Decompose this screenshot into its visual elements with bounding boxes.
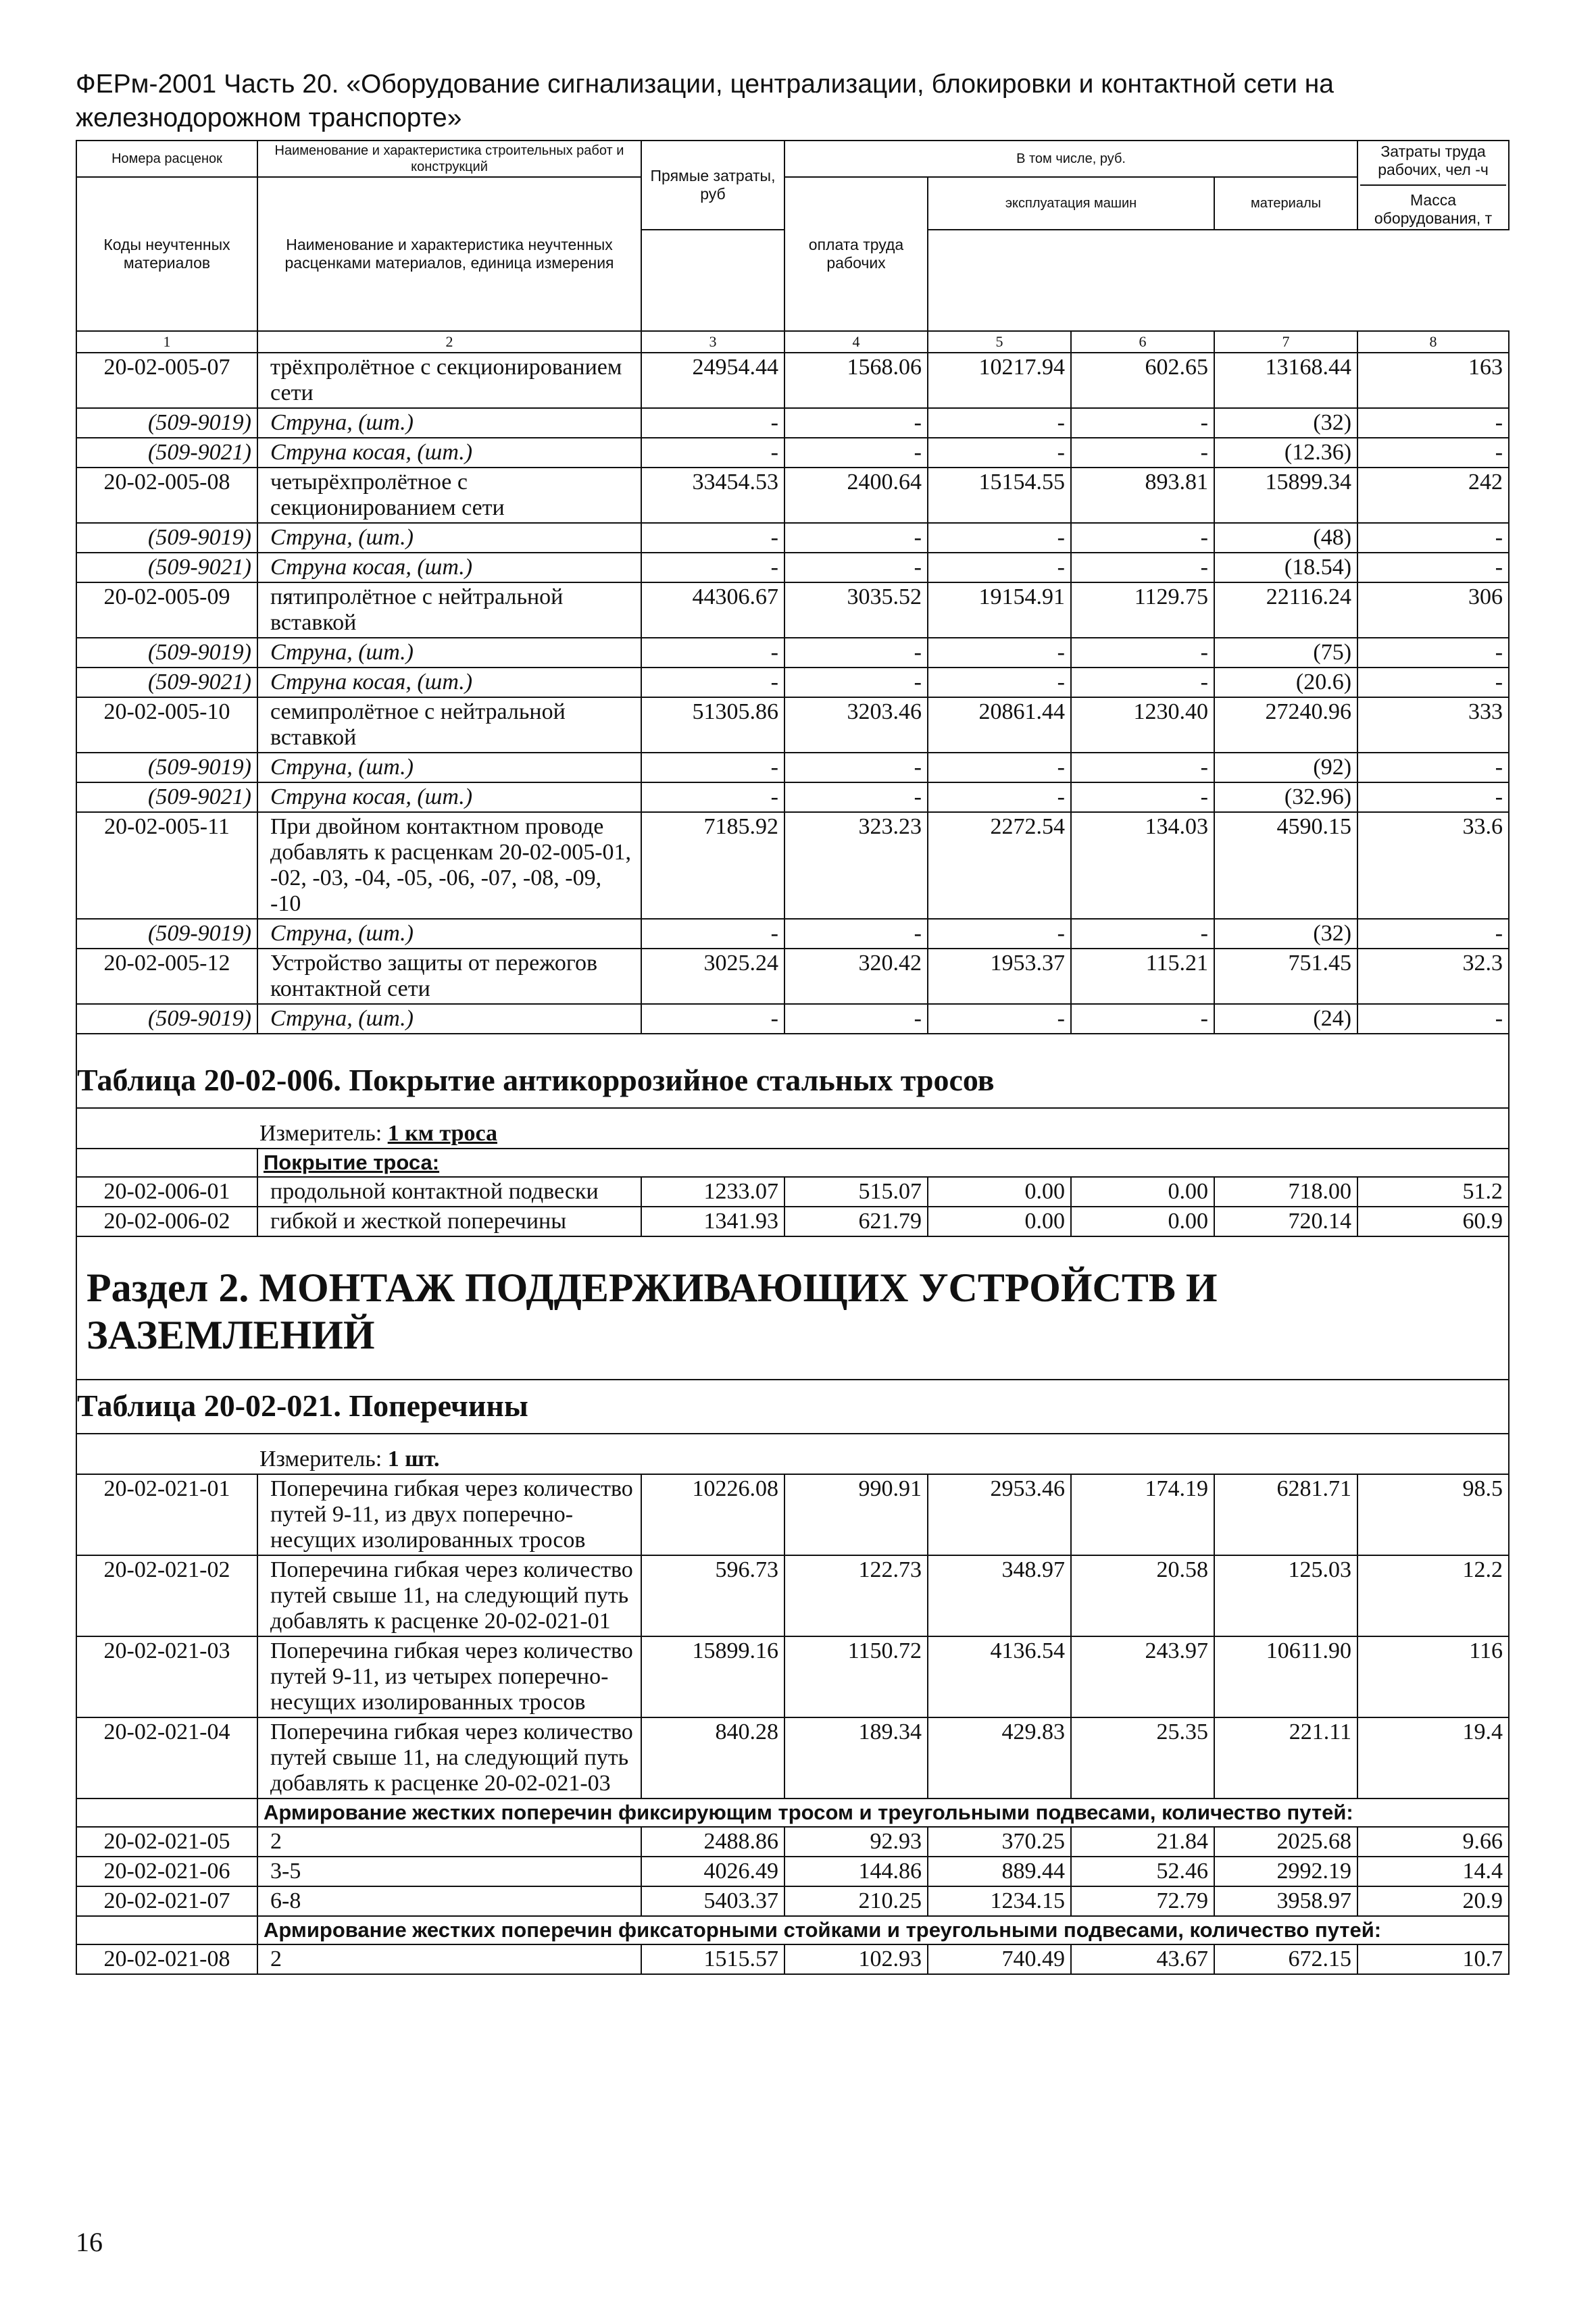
work-name: семипролётное с нейтральной вставкой xyxy=(257,697,641,753)
wages: - xyxy=(784,919,928,949)
materials: 22116.24 xyxy=(1214,582,1357,638)
machinists-wages: - xyxy=(1071,753,1214,782)
rate-code: 20-02-021-04 xyxy=(76,1717,257,1799)
labor-costs: 19.4 xyxy=(1357,1717,1509,1799)
machines-total: - xyxy=(928,782,1071,812)
rate-code: (509-9019) xyxy=(76,638,257,668)
wages: 323.23 xyxy=(784,812,928,919)
table021-sub1 xyxy=(76,1799,1509,1827)
machinists-wages: - xyxy=(1071,438,1214,468)
table-row xyxy=(76,1827,1509,1857)
labor-costs: 242 xyxy=(1357,468,1509,523)
machines-total: 2953.46 xyxy=(928,1474,1071,1555)
rate-code: 20-02-021-08 xyxy=(76,1944,257,1974)
material-row xyxy=(76,782,1509,812)
labor-costs: 60.9 xyxy=(1357,1207,1509,1236)
wages: 2400.64 xyxy=(784,468,928,523)
materials: 720.14 xyxy=(1214,1207,1357,1236)
direct-costs: 596.73 xyxy=(641,1555,784,1636)
machinists-wages: - xyxy=(1071,1004,1214,1034)
machines-total: - xyxy=(928,1004,1071,1034)
labor-costs: 163 xyxy=(1357,353,1509,408)
col-num-4: 4 xyxy=(784,331,928,353)
machines-total: 0.00 xyxy=(928,1207,1071,1236)
work-name: Струна, (шт.) xyxy=(257,753,641,782)
rate-code: 20-02-021-02 xyxy=(76,1555,257,1636)
material-row xyxy=(76,919,1509,949)
rate-code: (509-9019) xyxy=(76,408,257,438)
machinists-wages: 134.03 xyxy=(1071,812,1214,919)
running-header: ФЕРм-2001 Часть 20. «Оборудование сигнализации, централизации, блокировки и контактной сети на железнодорожном транспорте» xyxy=(76,70,1334,132)
table021-sub1-code-cell xyxy=(76,1799,257,1827)
machines-total: - xyxy=(928,919,1071,949)
rate-code: (509-9019) xyxy=(76,1004,257,1034)
work-name: Струна косая, (шт.) xyxy=(257,782,641,812)
wages: 3035.52 xyxy=(784,582,928,638)
labor-costs: - xyxy=(1357,553,1509,582)
table021-rows3 xyxy=(76,1944,1509,1974)
machines-total: 889.44 xyxy=(928,1857,1071,1886)
materials: (20.6) xyxy=(1214,668,1357,697)
wages: 102.93 xyxy=(784,1944,928,1974)
work-name: Поперечина гибкая через количество путей 9-11, из двух поперечно-несущих изолированных тросов xyxy=(257,1474,641,1555)
materials: 672.15 xyxy=(1214,1944,1357,1974)
machinists-wages: 0.00 xyxy=(1071,1177,1214,1207)
machinists-wages: - xyxy=(1071,523,1214,553)
work-name: Струна косая, (шт.) xyxy=(257,668,641,697)
rate-code: (509-9021) xyxy=(76,668,257,697)
table-row xyxy=(76,949,1509,1004)
machinists-wages: 43.67 xyxy=(1071,1944,1214,1974)
machinists-wages: - xyxy=(1071,919,1214,949)
col-num-2: 2 xyxy=(257,331,641,353)
machines-total: 0.00 xyxy=(928,1177,1071,1207)
machinists-wages: - xyxy=(1071,408,1214,438)
direct-costs: 51305.86 xyxy=(641,697,784,753)
direct-costs: 5403.37 xyxy=(641,1886,784,1916)
direct-costs: - xyxy=(641,408,784,438)
machinists-wages: - xyxy=(1071,638,1214,668)
material-row xyxy=(76,438,1509,468)
rate-code: 20-02-005-11 xyxy=(76,812,257,919)
col-header-materials: материалы xyxy=(1214,177,1357,230)
machines-total: 429.83 xyxy=(928,1717,1071,1799)
materials: 718.00 xyxy=(1214,1177,1357,1207)
page-number: 16 xyxy=(76,2227,103,2257)
materials: (92) xyxy=(1214,753,1357,782)
table021-sub2 xyxy=(76,1916,1509,1944)
rate-code: (509-9021) xyxy=(76,782,257,812)
machines-total: - xyxy=(928,668,1071,697)
labor-costs: 333 xyxy=(1357,697,1509,753)
material-row xyxy=(76,753,1509,782)
labor-costs: - xyxy=(1357,523,1509,553)
table021-sub2-code-cell xyxy=(76,1916,257,1944)
table-row xyxy=(76,1857,1509,1886)
rate-code: (509-9021) xyxy=(76,438,257,468)
table006-measure xyxy=(76,1108,1509,1149)
wages: - xyxy=(784,523,928,553)
labor-costs: 14.4 xyxy=(1357,1857,1509,1886)
labor-costs: - xyxy=(1357,668,1509,697)
wages: 122.73 xyxy=(784,1555,928,1636)
machinists-wages: 174.19 xyxy=(1071,1474,1214,1555)
labor-costs: 12.2 xyxy=(1357,1555,1509,1636)
direct-costs: 1515.57 xyxy=(641,1944,784,1974)
material-row xyxy=(76,553,1509,582)
table021-subheader-2: Армирование жестких поперечин фиксаторными стойками и треугольными подвесами, количество путей: xyxy=(257,1916,1509,1944)
wages: - xyxy=(784,1004,928,1034)
work-name: 6-8 xyxy=(257,1886,641,1916)
direct-costs: 840.28 xyxy=(641,1717,784,1799)
work-name: Поперечина гибкая через количество путей свыше 11, на следующий путь добавлять к расценке 20-02-021-03 xyxy=(257,1717,641,1799)
rate-code: 20-02-021-01 xyxy=(76,1474,257,1555)
machinists-wages: 52.46 xyxy=(1071,1857,1214,1886)
machinists-wages: 1129.75 xyxy=(1071,582,1214,638)
col-num-6: 6 xyxy=(1071,331,1214,353)
direct-costs: - xyxy=(641,753,784,782)
wages: - xyxy=(784,553,928,582)
work-name: четырёхпролётное с секционированием сети xyxy=(257,468,641,523)
direct-costs: - xyxy=(641,919,784,949)
labor-costs: 9.66 xyxy=(1357,1827,1509,1857)
table006-body xyxy=(76,1034,1509,1177)
machinists-wages: 893.81 xyxy=(1071,468,1214,523)
labor-costs: 51.2 xyxy=(1357,1177,1509,1207)
labor-costs: - xyxy=(1357,753,1509,782)
work-name: гибкой и жесткой поперечины xyxy=(257,1207,641,1236)
direct-costs: 2488.86 xyxy=(641,1827,784,1857)
col-header-rate-numbers: Номера расценок xyxy=(76,141,257,177)
material-row xyxy=(76,668,1509,697)
col-num-7: 7 xyxy=(1214,331,1357,353)
table-row xyxy=(76,697,1509,753)
direct-costs: - xyxy=(641,523,784,553)
machines-total: - xyxy=(928,408,1071,438)
table-row xyxy=(76,1555,1509,1636)
materials: 4590.15 xyxy=(1214,812,1357,919)
col-header-material-codes: Коды неучтенных материалов xyxy=(76,177,257,331)
machines-total: - xyxy=(928,638,1071,668)
machinists-wages: 602.65 xyxy=(1071,353,1214,408)
direct-costs: 4026.49 xyxy=(641,1857,784,1886)
machinists-wages: 243.97 xyxy=(1071,1636,1214,1717)
rate-code: 20-02-021-03 xyxy=(76,1636,257,1717)
machinists-wages: 25.35 xyxy=(1071,1717,1214,1799)
machinists-wages: 20.58 xyxy=(1071,1555,1214,1636)
machines-total: 740.49 xyxy=(928,1944,1071,1974)
work-name: пятипролётное с нейтральной вставкой xyxy=(257,582,641,638)
labor-costs: - xyxy=(1357,919,1509,949)
machines-total: 1234.15 xyxy=(928,1886,1071,1916)
materials: 27240.96 xyxy=(1214,697,1357,753)
labor-costs: 116 xyxy=(1357,1636,1509,1717)
labor-costs: 33.6 xyxy=(1357,812,1509,919)
materials: (12.36) xyxy=(1214,438,1357,468)
work-name: Струна, (шт.) xyxy=(257,523,641,553)
machinists-wages: 21.84 xyxy=(1071,1827,1214,1857)
machines-total: 10217.94 xyxy=(928,353,1071,408)
materials: 15899.34 xyxy=(1214,468,1357,523)
machines-total: - xyxy=(928,438,1071,468)
rate-code: 20-02-006-01 xyxy=(76,1177,257,1207)
table-row xyxy=(76,1177,1509,1207)
wages: 990.91 xyxy=(784,1474,928,1555)
col-num-1: 1 xyxy=(76,331,257,353)
work-name: Устройство защиты от пережогов контактной сети xyxy=(257,949,641,1004)
table-row xyxy=(76,1717,1509,1799)
table021-subheader-1: Армирование жестких поперечин фиксирующим тросом и треугольными подвесами, количество путей: xyxy=(257,1799,1509,1827)
wages: - xyxy=(784,638,928,668)
materials: (75) xyxy=(1214,638,1357,668)
materials: 751.45 xyxy=(1214,949,1357,1004)
work-name: Струна косая, (шт.) xyxy=(257,438,641,468)
material-row xyxy=(76,638,1509,668)
direct-costs: 1233.07 xyxy=(641,1177,784,1207)
materials: 6281.71 xyxy=(1214,1474,1357,1555)
materials: 2992.19 xyxy=(1214,1857,1357,1886)
rate-code: (509-9019) xyxy=(76,523,257,553)
table021-measure-prefix: Измеритель: xyxy=(259,1447,382,1472)
rate-code: 20-02-021-07 xyxy=(76,1886,257,1916)
col-header-labor-top: Затраты труда рабочих, чел -ч xyxy=(1360,143,1506,186)
direct-costs: 1341.93 xyxy=(641,1207,784,1236)
table-row xyxy=(76,582,1509,638)
materials: (32.96) xyxy=(1214,782,1357,812)
machinists-wages: - xyxy=(1071,668,1214,697)
block1-body xyxy=(76,353,1509,1034)
materials: (32) xyxy=(1214,919,1357,949)
work-name: Поперечина гибкая через количество путей свыше 11, на следующий путь добавлять к расценке 20-02-021-01 xyxy=(257,1555,641,1636)
table-row xyxy=(76,1886,1509,1916)
direct-costs: - xyxy=(641,1004,784,1034)
wages: - xyxy=(784,782,928,812)
direct-costs: 33454.53 xyxy=(641,468,784,523)
table021-rows xyxy=(76,1474,1509,1799)
work-name: Струна, (шт.) xyxy=(257,408,641,438)
table-row xyxy=(76,1944,1509,1974)
wages: 621.79 xyxy=(784,1207,928,1236)
rate-code: 20-02-005-07 xyxy=(76,353,257,408)
col-header-mass: Масса оборудования, т xyxy=(1374,191,1493,227)
rate-code: (509-9021) xyxy=(76,553,257,582)
col-header-wages: оплата труда рабочих xyxy=(784,177,928,331)
wages: 320.42 xyxy=(784,949,928,1004)
direct-costs: - xyxy=(641,553,784,582)
col-header-work-name: Наименование и характеристика строительных работ и конструкций xyxy=(257,141,641,177)
work-name: Струна, (шт.) xyxy=(257,1004,641,1034)
machines-total: 370.25 xyxy=(928,1827,1071,1857)
direct-costs: 10226.08 xyxy=(641,1474,784,1555)
direct-costs: 15899.16 xyxy=(641,1636,784,1717)
table-row xyxy=(76,812,1509,919)
direct-costs: - xyxy=(641,782,784,812)
work-name: При двойном контактном проводе добавлять к расценкам 20-02-005-01, -02, -03, -04, -05, -06, -07, -08, -09, -10 xyxy=(257,812,641,919)
machines-total: - xyxy=(928,753,1071,782)
labor-costs: - xyxy=(1357,1004,1509,1034)
section2-title: Раздел 2. МОНТАЖ ПОДДЕРЖИВАЮЩИХ УСТРОЙСТВ И ЗАЗЕМЛЕНИЙ xyxy=(76,1236,1509,1380)
col-header-group: В том числе, руб. xyxy=(784,141,1357,177)
wages: - xyxy=(784,753,928,782)
materials: 10611.90 xyxy=(1214,1636,1357,1717)
section2-body xyxy=(76,1236,1509,1474)
labor-costs: 98.5 xyxy=(1357,1474,1509,1555)
machines-total: 348.97 xyxy=(928,1555,1071,1636)
labor-costs: - xyxy=(1357,438,1509,468)
table006-title: Таблица 20-02-006. Покрытие антикоррозийное стальных тросов xyxy=(76,1034,1509,1108)
work-name: Поперечина гибкая через количество путей 9-11, из четырех поперечно-несущих изолированных тросов xyxy=(257,1636,641,1717)
work-name: 2 xyxy=(257,1827,641,1857)
material-row xyxy=(76,408,1509,438)
work-name: Струна, (шт.) xyxy=(257,638,641,668)
col-num-3: 3 xyxy=(641,331,784,353)
col-header-machines: эксплуатация машин xyxy=(928,177,1214,230)
machinists-wages: 0.00 xyxy=(1071,1207,1214,1236)
wages: 515.07 xyxy=(784,1177,928,1207)
wages: - xyxy=(784,408,928,438)
table021-rows2 xyxy=(76,1827,1509,1916)
col-header-labor xyxy=(1357,141,1509,230)
rate-code: 20-02-005-12 xyxy=(76,949,257,1004)
materials: 2025.68 xyxy=(1214,1827,1357,1857)
wages: 144.86 xyxy=(784,1857,928,1886)
col-header-direct-costs: Прямые затраты, руб xyxy=(641,141,784,230)
wages: 1568.06 xyxy=(784,353,928,408)
machines-total: - xyxy=(928,553,1071,582)
machinists-wages: 1230.40 xyxy=(1071,697,1214,753)
wages: 189.34 xyxy=(784,1717,928,1799)
wages: - xyxy=(784,668,928,697)
machines-total: 2272.54 xyxy=(928,812,1071,919)
labor-costs: 20.9 xyxy=(1357,1886,1509,1916)
machines-total: 1953.37 xyxy=(928,949,1071,1004)
labor-costs: - xyxy=(1357,782,1509,812)
direct-costs: 44306.67 xyxy=(641,582,784,638)
table006-subheader: Покрытие троса: xyxy=(257,1149,1509,1177)
machinists-wages: 72.79 xyxy=(1071,1886,1214,1916)
work-name: продольной контактной подвески xyxy=(257,1177,641,1207)
table-row xyxy=(76,1636,1509,1717)
labor-costs: 10.7 xyxy=(1357,1944,1509,1974)
table006-measure-value: 1 км троса xyxy=(387,1121,497,1146)
work-name: трёхпролётное с секционированием сети xyxy=(257,353,641,408)
table006-measure-prefix: Измеритель: xyxy=(259,1121,382,1146)
table-row xyxy=(76,1207,1509,1236)
col-num-8: 8 xyxy=(1357,331,1509,353)
table-row xyxy=(76,1474,1509,1555)
rate-code: 20-02-021-05 xyxy=(76,1827,257,1857)
direct-costs: - xyxy=(641,668,784,697)
table021-measure xyxy=(76,1434,1509,1474)
materials: (32) xyxy=(1214,408,1357,438)
machinists-wages: 115.21 xyxy=(1071,949,1214,1004)
direct-costs: - xyxy=(641,638,784,668)
material-row xyxy=(76,1004,1509,1034)
materials: 13168.44 xyxy=(1214,353,1357,408)
work-name: Струна косая, (шт.) xyxy=(257,553,641,582)
machinists-wages: - xyxy=(1071,553,1214,582)
rate-code: 20-02-006-02 xyxy=(76,1207,257,1236)
materials: 3958.97 xyxy=(1214,1886,1357,1916)
direct-costs: 3025.24 xyxy=(641,949,784,1004)
machines-total: - xyxy=(928,523,1071,553)
work-name: Струна, (шт.) xyxy=(257,919,641,949)
rate-code: 20-02-005-08 xyxy=(76,468,257,523)
labor-costs: - xyxy=(1357,638,1509,668)
machines-total: 15154.55 xyxy=(928,468,1071,523)
labor-costs: 306 xyxy=(1357,582,1509,638)
materials: (18.54) xyxy=(1214,553,1357,582)
machines-total: 19154.91 xyxy=(928,582,1071,638)
table021-measure-value: 1 шт. xyxy=(387,1447,440,1472)
table-row xyxy=(76,468,1509,523)
wages: - xyxy=(784,438,928,468)
rates-table xyxy=(76,140,1510,1975)
labor-costs: 32.3 xyxy=(1357,949,1509,1004)
work-name: 3-5 xyxy=(257,1857,641,1886)
material-row xyxy=(76,523,1509,553)
rate-code: 20-02-005-10 xyxy=(76,697,257,753)
table006-rows xyxy=(76,1177,1509,1236)
rate-code: 20-02-021-06 xyxy=(76,1857,257,1886)
wages: 1150.72 xyxy=(784,1636,928,1717)
materials: (24) xyxy=(1214,1004,1357,1034)
materials: 221.11 xyxy=(1214,1717,1357,1799)
table006-sub-code-cell xyxy=(76,1149,257,1177)
rate-code: 20-02-005-09 xyxy=(76,582,257,638)
work-name: 2 xyxy=(257,1944,641,1974)
table021-title: Таблица 20-02-021. Поперечины xyxy=(76,1380,1509,1434)
labor-costs: - xyxy=(1357,408,1509,438)
machinists-wages: - xyxy=(1071,782,1214,812)
materials: 125.03 xyxy=(1214,1555,1357,1636)
table-row xyxy=(76,353,1509,408)
materials: (48) xyxy=(1214,523,1357,553)
direct-costs: 24954.44 xyxy=(641,353,784,408)
machines-total: 4136.54 xyxy=(928,1636,1071,1717)
wages: 3203.46 xyxy=(784,697,928,753)
direct-costs: 7185.92 xyxy=(641,812,784,919)
rate-code: (509-9019) xyxy=(76,753,257,782)
rate-code: (509-9019) xyxy=(76,919,257,949)
wages: 92.93 xyxy=(784,1827,928,1857)
machines-total: 20861.44 xyxy=(928,697,1071,753)
direct-costs: - xyxy=(641,438,784,468)
wages: 210.25 xyxy=(784,1886,928,1916)
col-header-material-name: Наименование и характеристика неучтенных расценками материалов, единица измерения xyxy=(257,177,641,331)
col-num-5: 5 xyxy=(928,331,1071,353)
